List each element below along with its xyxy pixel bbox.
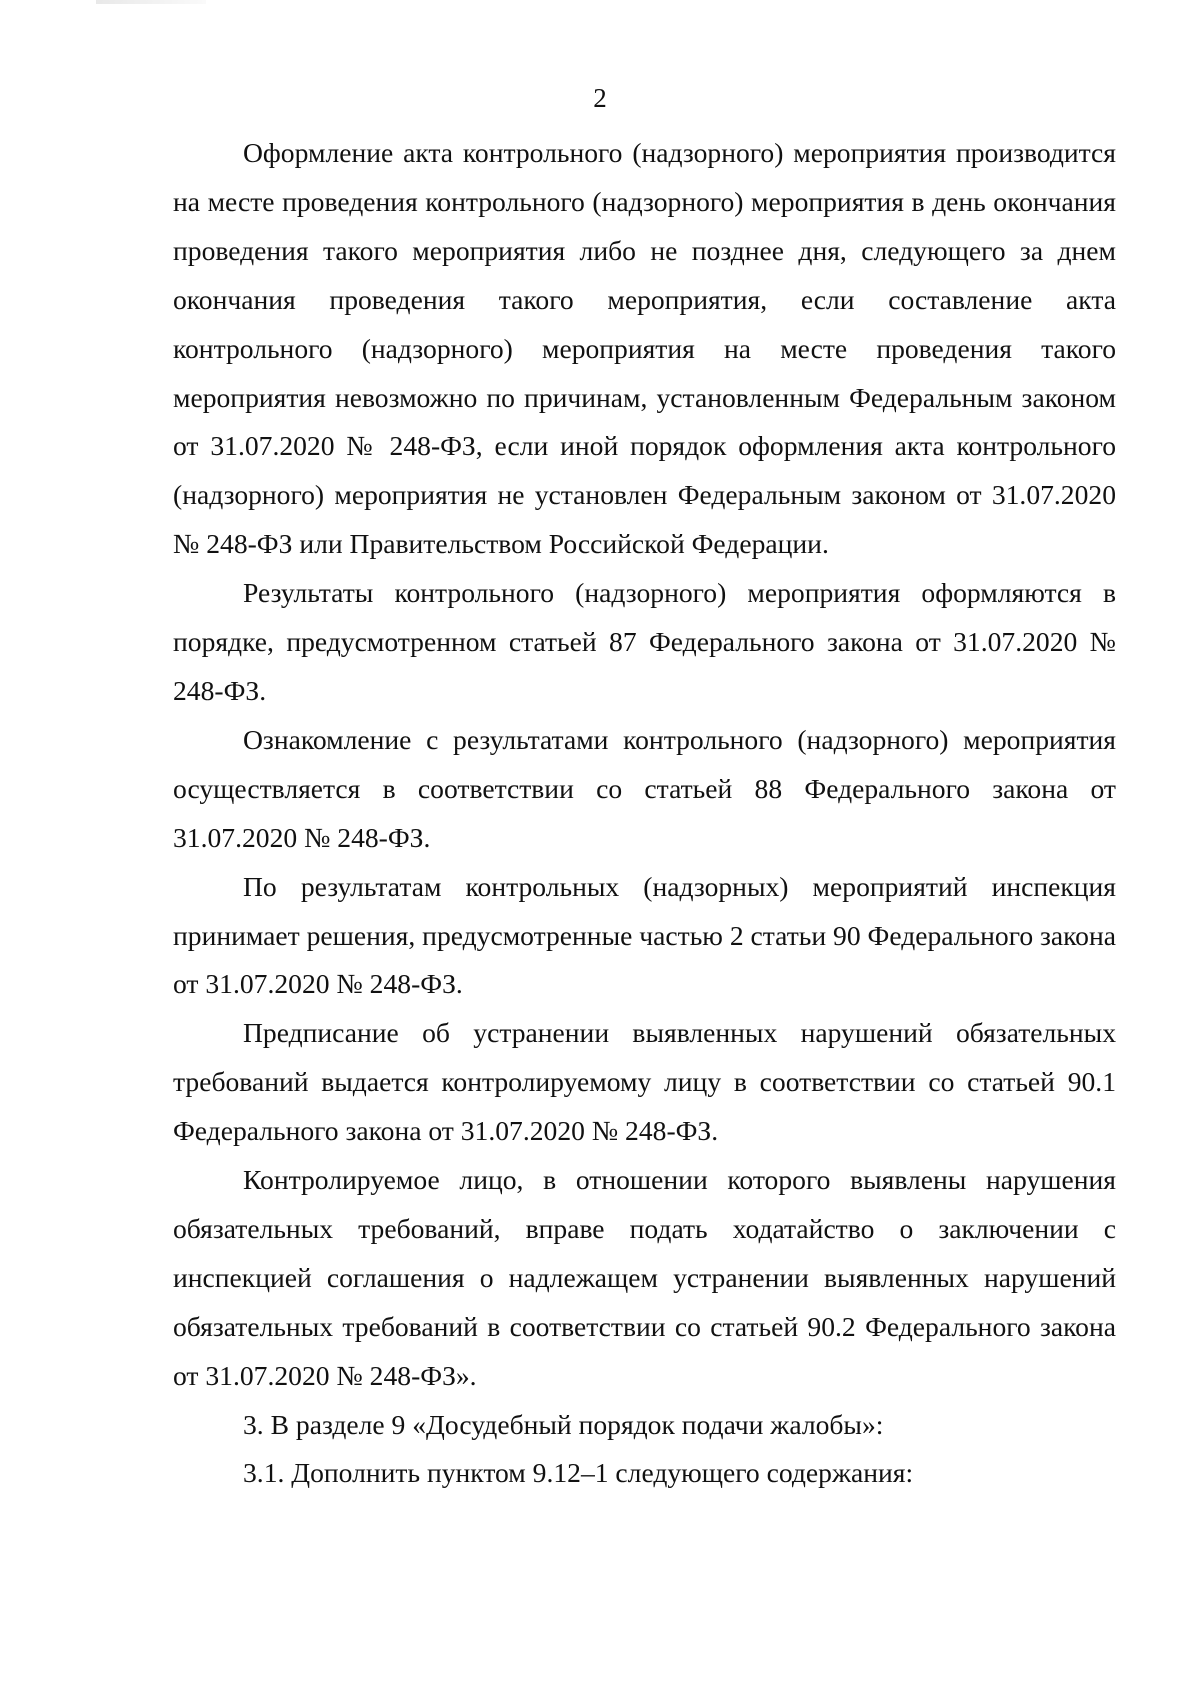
document-body [173,129,1116,1498]
scan-mark [96,0,206,4]
paragraph-prescription: Предписание об устранении выявленных нарушений обязательных требований выдается контролируемому лицу в соответствии со статьей 90.1 Федерального закона от 31.07.2020 № 248-ФЗ. [173,1017,1116,1147]
paragraph-controlled-person-petition: Контролируемое лицо, в отношении которого выявлены нарушения обязательных требований, вправе подать ходатайство о заключении с инспекцией соглашения о надлежащем устранении выявленных нарушений обязательных требований в соответствии со статьей 90.2 Федерального закона от 31.07.2020 № 248-ФЗ». [173,1164,1116,1391]
paragraph-results-familiarization: Ознакомление с результатами контрольного (надзорного) мероприятия осуществляется в соответствии со статьей 88 Федерального закона от 31.07.2020 № 248-ФЗ. [173,723,1116,853]
paragraph-item-3-1: 3.1. Дополнить пунктом 9.12–1 следующего содержания: [243,1457,914,1489]
paragraph-results-formalization: Результаты контрольного (надзорного) мероприятия оформляются в порядке, предусмотренном статьей 87 Федерального закона от 31.07.2020 № 248-ФЗ. [173,577,1116,706]
paragraph-inspection-decisions: По результатам контрольных (надзорных) мероприятий инспекция принимает решения, предусмотренные частью 2 статьи 90 Федерального закона от 31.07.2020 № 248-ФЗ. [173,870,1116,1000]
page-number: 2 [593,83,607,113]
paragraph-section-9-heading: 3. В разделе 9 «Досудебный порядок подачи жалобы»: [243,1408,884,1440]
paragraph-act-formalization: Оформление акта контрольного (надзорного) мероприятия производится на месте проведения контрольного (надзорного) мероприятия в день окончания проведения такого мероприятия либо не позднее дня, следующего за днем окончания проведения такого мероприятия, если составление акта контрольного (надзорного) мероприятия на месте проведения такого мероприятия невозможно по причинам, установленным Федеральным законом от 31.07.2020 № 248-ФЗ, если иной порядок оформления акта контрольного (надзорного) мероприятия не установлен Федеральным законом от 31.07.2020 № 248-ФЗ или Правительством Российской Федерации. [173,137,1116,560]
